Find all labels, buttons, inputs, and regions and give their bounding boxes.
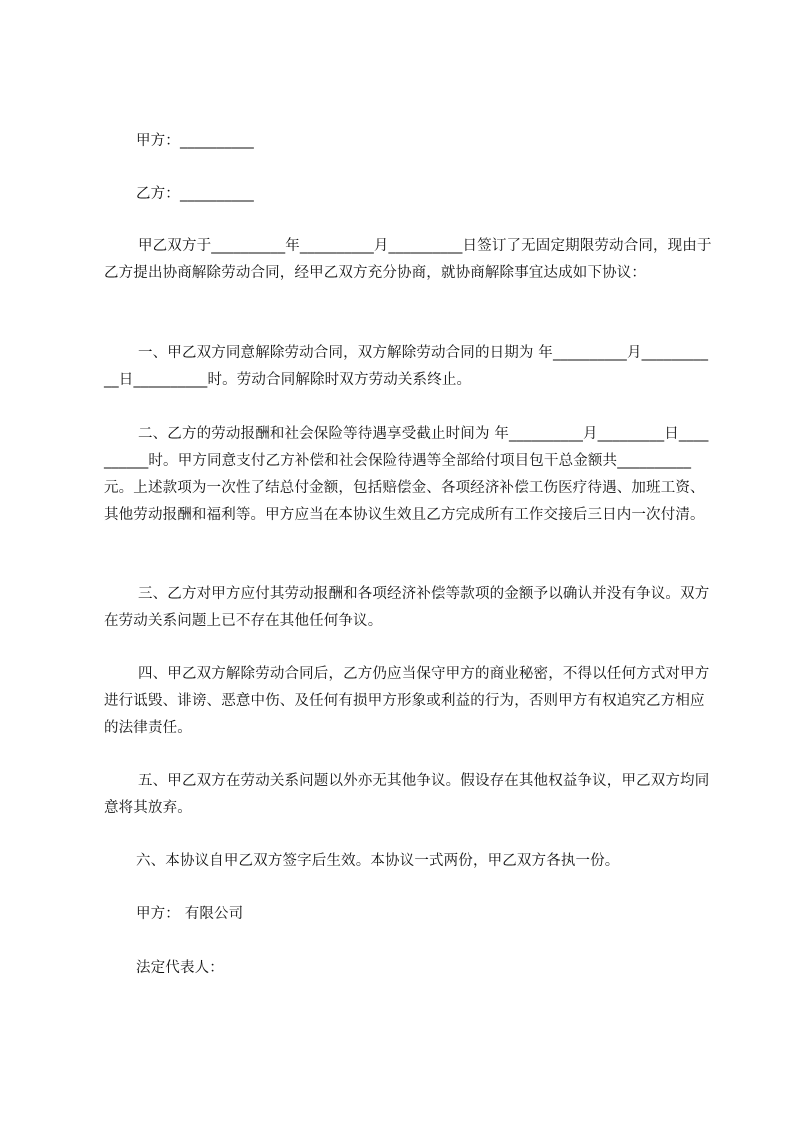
clause-1: 一、甲乙双方同意解除劳动合同，双方解除劳动合同的日期为 年__________月___________日__________时。劳动合同解除时双方劳动关系终止。 [104, 345, 709, 388]
clause-5: 五、甲乙双方在劳动关系问题以外亦无其他争议。假设存在其他权益争议，甲乙双方均同意将其放弃。 [104, 773, 710, 816]
clause-6: 六、本协议自甲乙双方签字后生效。本协议一式两份，甲乙双方各执一份。 [136, 853, 620, 869]
clause-3: 三、乙方对甲方应付其劳动报酬和各项经济补偿等款项的金额予以确认并没有争议。双方在劳动关系问题上已不存在其他任何争议。 [104, 586, 710, 629]
signature-party-a: 甲方： 有限公司 [136, 906, 244, 922]
party-a-header: 甲方：__________ [136, 133, 254, 149]
signature-legal-rep: 法定代表人： [136, 960, 224, 976]
intro-paragraph: 甲乙双方于__________年__________月__________日签订了无固定期限劳动合同，现由于乙方提出协商解除劳动合同，经甲乙双方充分协商，就协商解除事宜达成如下协议： [104, 238, 712, 281]
clause-4: 四、甲乙双方解除劳动合同后，乙方仍应当保守甲方的商业秘密，不得以任何方式对甲方进行诋毁、诽谤、恶意中伤、及任何有损甲方形象或利益的行为，否则甲方有权追究乙方相应的法律责任。 [104, 666, 710, 736]
clause-2: 二、乙方的劳动报酬和社会保险等待遇享受截止时间为 年__________月_________日__________时。甲方同意支付乙方补偿和社会保险待遇等全部给付项目包干总金额共__________元。上述款项为一次性了结总付金额，包括赔偿金、各项经济补偿工伤医疗待遇、加班工资、其他劳动报酬和福利等。甲方应当在本协议生效且乙方完成所有工作交接后三日内一次付清。 [104, 426, 709, 523]
party-b-header: 乙方：__________ [136, 186, 254, 202]
